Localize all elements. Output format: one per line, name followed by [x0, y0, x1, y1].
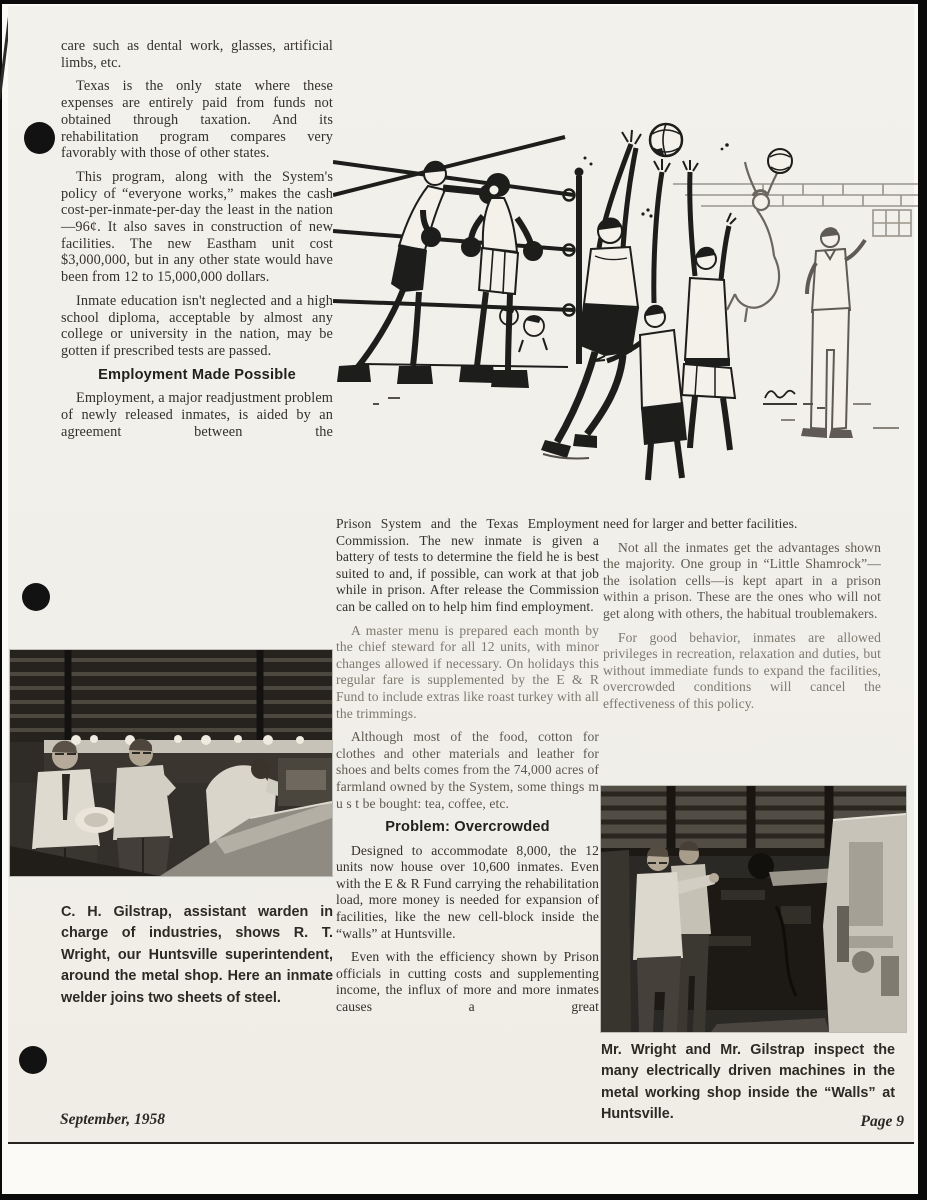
machine-shop-photograph — [601, 786, 906, 1032]
hole-punch-dot — [24, 122, 55, 154]
magazine-page — [8, 6, 914, 1144]
caption-metal-shop: C. H. Gilstrap, assistant warden in charge of industries, shows R. T. Wright, our Huntsville superintendent, around the metal shop. Here an inmate welder joins two sheets of steel. — [61, 904, 333, 1006]
paragraph: Even with the efficiency shown by Prison officials in cutting costs and supplementing income, the influx of more and more inmates causes a great — [336, 949, 599, 1015]
paragraph: A master menu is prepared each month by the chief steward for all 12 units, with minor changes allowed if necessary. On holidays this regular fare is supplemented by the E & R Fund to include extras like roast turkey with all the trimmings. — [336, 622, 599, 721]
recreation-illustration — [333, 98, 918, 483]
metal-shop-photograph — [10, 650, 332, 876]
hole-punch-dot — [22, 583, 50, 611]
section-heading-overcrowded: Problem: Overcrowded — [385, 819, 550, 836]
section-heading-employment: Employment Made Possible — [98, 366, 296, 383]
boxing-basketball-drawing — [333, 98, 918, 483]
paragraph: For good behavior, inmates are allowed privileges in recreation, relaxation and duties, but without immediate funds to expand the facilities, overcrowded conditions will cancel the effectiveness of this policy. — [603, 629, 881, 711]
paragraph: need for larger and better facilities. — [603, 516, 798, 531]
column-right — [603, 516, 881, 720]
paragraph: Employment, a major readjustment problem of newly released inmates, is aided by an agreement between the — [61, 390, 333, 440]
column-middle — [336, 516, 599, 1023]
paragraph: Not all the inmates get the advantages shown the majority. One group in “Little Shamrock”—the isolation cells—is kept apart in a prison within a prison. These are the ones who will not get along with others, the habitual troublemakers. — [603, 539, 881, 621]
photo-metal-shop — [10, 650, 332, 876]
paragraph: Prison System and the Texas Employment Commission. The new inmate is given a battery of tests to determine the field he is best suited to and, if possible, can work at that job while in prison. After release the Commission can be called on to help him find employment. — [336, 516, 599, 614]
photo-machine-shop — [601, 786, 906, 1032]
paragraph: Although most of the food, cotton for clothes and other materials and leather for shoes and belts comes from the 74,000 acres of farmland owned by the System, some things m u s t be bought: tea, coffee, etc. — [336, 729, 599, 811]
paragraph: care such as dental work, glasses, artificial limbs, etc. — [61, 38, 333, 71]
column-left — [61, 38, 333, 447]
caption-machine-shop: Mr. Wright and Mr. Gilstrap inspect the many electrically driven machines in the metal working shop inside the “Walls” at Huntsville. — [601, 1042, 895, 1123]
paragraph: Designed to accommodate 8,000, the 12 units now house over 10,600 inmates. Even with the E & R Fund carrying the rehabilitation load, more money is needed for expansion of facilities, like the new cell-block inside the “walls” at Huntsville. — [336, 842, 599, 941]
footer-date: September, 1958 — [60, 1111, 166, 1128]
paragraph: Texas is the only state where these expenses are entirely paid from funds not obtained through taxation. And its rehabilitation program compares very favorably with those of other states. — [61, 78, 333, 162]
paragraph: This program, along with the System's policy of “everyone works,” makes the cash cost-per-inmate-per-day the least in the nation—96¢. It also saves in construction of new facilities. The new Eastham unit cost $3,000,000, but in any other state would have been from 12 to 15,000,000 dollars. — [61, 168, 333, 286]
footer-page-number: Page 9 — [860, 1113, 904, 1130]
paragraph: Inmate education isn't neglected and a high school diploma, acceptable by almost any college or university in the nation, may be gotten if prescribed tests are passed. — [61, 292, 333, 359]
hole-punch-dot — [19, 1046, 47, 1074]
